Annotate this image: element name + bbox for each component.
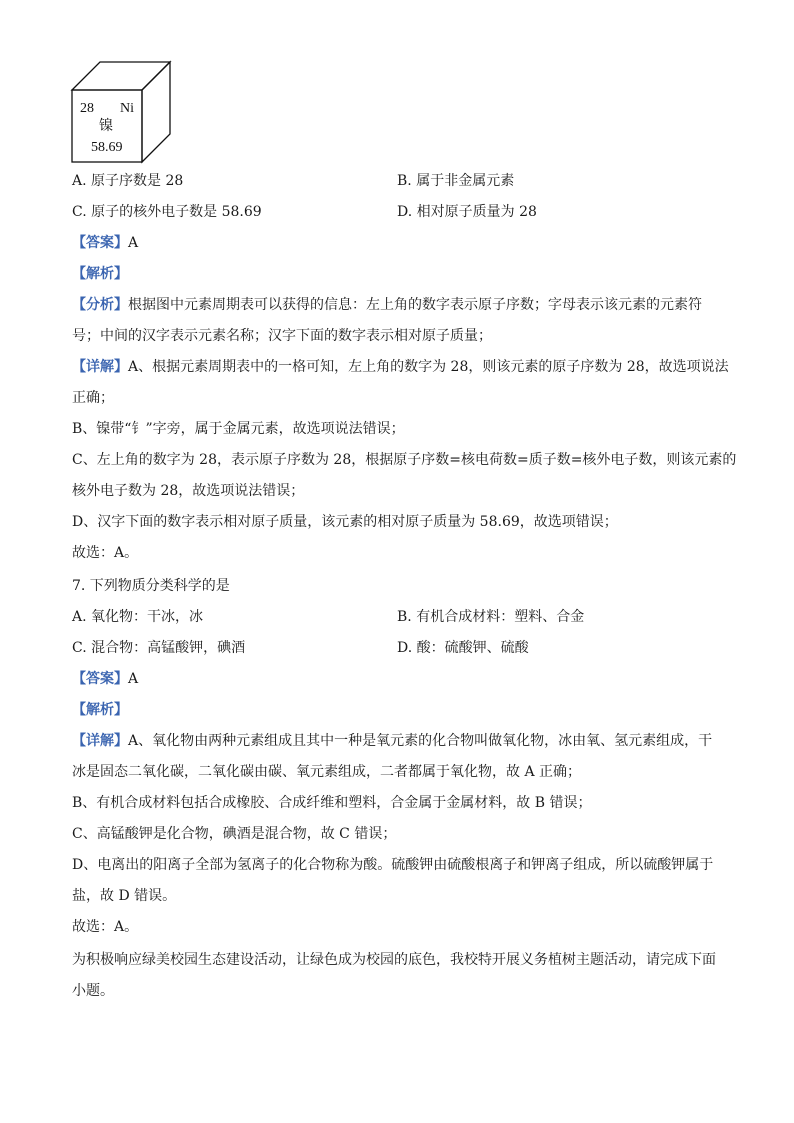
q7-detail-line-3: B、有机合成材料包括合成橡胶、合成纤维和塑料，合金属于金属材料，故 B 错误； xyxy=(72,795,592,811)
q6-detail-line-4: C、左上角的数字为 28，表示原子序数为 28，根据原子序数=核电荷数=质子数=核外电子数，则该元素的 xyxy=(72,452,737,468)
q6-fenxi-line-2: 号；中间的汉字表示元素名称；汉字下面的数字表示相对原子质量； xyxy=(72,328,492,344)
element-symbol: Ni xyxy=(120,101,134,116)
analysis-label: 【解析】 xyxy=(72,702,128,718)
q6-detail-line-2: 正确； xyxy=(72,390,114,406)
q6-option-a: A. 原子序数是 28 xyxy=(72,173,184,189)
q6-option-d: D. 相对原子质量为 28 xyxy=(397,204,537,220)
fenxi-text: 根据图中元素周期表可以获得的信息：左上角的数字表示原子序数；字母表示该元素的元素符 xyxy=(128,297,702,313)
analysis-label: 【解析】 xyxy=(72,266,128,282)
element-cell-illustration xyxy=(70,60,172,164)
q7-option-c: C. 混合物：高锰酸钾，碘酒 xyxy=(72,640,246,656)
answer-label: 【答案】 xyxy=(72,235,128,251)
q7-detail-line-2: 冰是固态二氧化碳，二氧化碳由碳、氧元素组成，二者都属于氧化物，故 A 正确； xyxy=(72,764,582,780)
q6-detail-line-3: B、镍带“钅”字旁，属于金属元素，故选项说法错误； xyxy=(72,421,405,437)
answer-value: A xyxy=(128,671,139,687)
detail-text: A、氧化物由两种元素组成且其中一种是氧元素的化合物叫做氧化物，冰由氧、氢元素组成，干 xyxy=(128,733,713,749)
q7-detail-line-6: 盐，故 D 错误。 xyxy=(72,888,177,904)
detail-text: A、根据元素周期表中的一格可知，左上角的数字为 28，则该元素的原子序数为 28，故选项说法 xyxy=(128,359,729,375)
q6-detail-line-6: D、汉字下面的数字表示相对原子质量，该元素的相对原子质量为 58.69，故选项错误； xyxy=(72,514,618,530)
element-name: 镍 xyxy=(99,119,113,134)
fenxi-label: 【分析】 xyxy=(72,297,128,313)
atomic-mass: 58.69 xyxy=(91,140,123,155)
q7-option-b: B. 有机合成材料：塑料、合金 xyxy=(397,609,585,625)
q7-stem: 7. 下列物质分类科学的是 xyxy=(72,578,230,594)
q6-fenxi-line-1 xyxy=(72,295,702,315)
q6-option-b: B. 属于非金属元素 xyxy=(397,173,515,189)
q6-answer xyxy=(72,233,138,253)
intro-line-2: 小题。 xyxy=(72,983,114,999)
answer-value: A xyxy=(128,235,139,251)
q7-detail-line-4: C、高锰酸钾是化合物，碘酒是混合物，故 C 错误； xyxy=(72,826,397,842)
intro-line-1: 为积极响应绿美校园生态建设活动，让绿色成为校园的底色，我校特开展义务植树主题活动，请完成下面 xyxy=(72,952,716,968)
detail-label: 【详解】 xyxy=(72,733,128,749)
atomic-number: 28 xyxy=(80,101,94,116)
q7-option-a: A. 氧化物：干冰，冰 xyxy=(72,609,204,625)
q7-answer xyxy=(72,669,138,689)
q7-analysis-heading xyxy=(72,700,128,720)
q6-option-c: C. 原子的核外电子数是 58.69 xyxy=(72,204,262,220)
q7-option-d: D. 酸：硫酸钾、硫酸 xyxy=(397,640,529,656)
q6-detail-line-1 xyxy=(72,357,729,377)
q6-conclusion: 故选：A。 xyxy=(72,545,139,561)
q6-analysis-heading xyxy=(72,264,128,284)
answer-label: 【答案】 xyxy=(72,671,128,687)
q7-conclusion: 故选：A。 xyxy=(72,919,139,935)
detail-label: 【详解】 xyxy=(72,359,128,375)
q6-detail-line-5: 核外电子数为 28，故选项说法错误； xyxy=(72,483,305,499)
q7-detail-line-5: D、电离出的阳离子全部为氢离子的化合物称为酸。硫酸钾由硫酸根离子和钾离子组成，所以硫酸钾属于 xyxy=(72,857,714,873)
q7-detail-line-1 xyxy=(72,731,712,751)
